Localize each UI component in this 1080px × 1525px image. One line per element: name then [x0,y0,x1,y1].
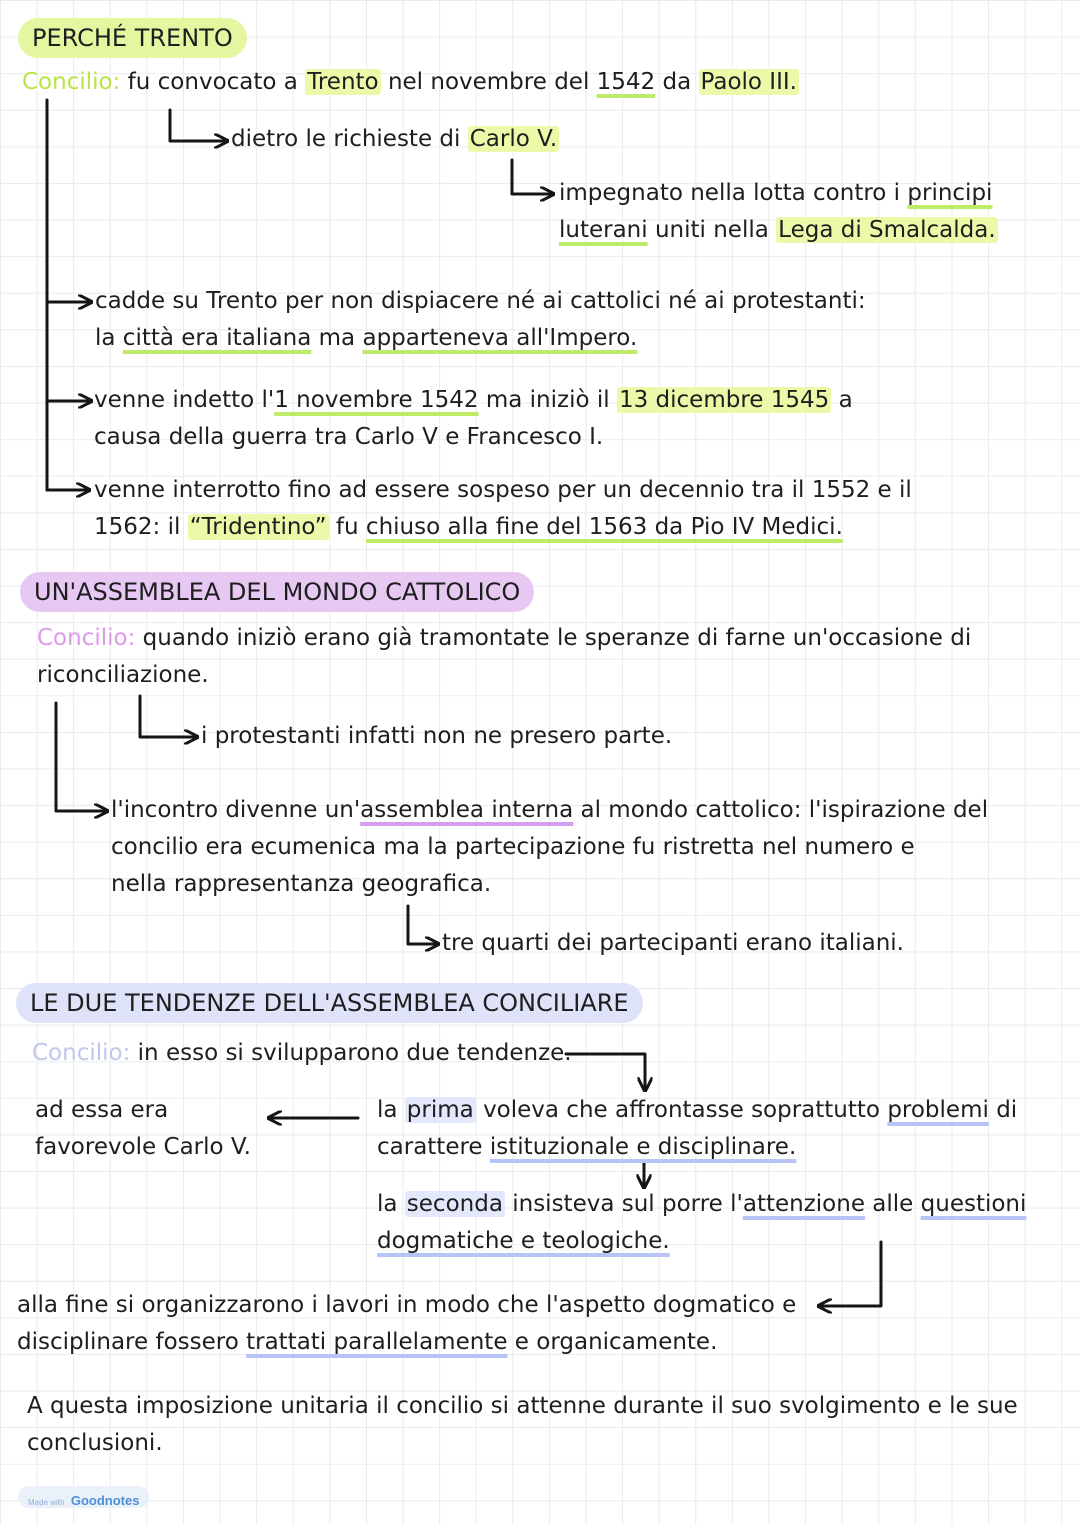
arrow-note [140,696,196,737]
protestants-note: i protestanti infatti non ne presero parte. [201,723,673,749]
branch-1-line-2: la città era italiana ma apparteneva all'Impero. [95,325,638,351]
outcome-line-1: alla fine si organizzarono i lavori in modo che l'aspetto dogmatico e [17,1292,797,1318]
branch-2-line-1: venne indetto l'1 novembre 1542 ma iniziò il 13 dicembre 1545 a [94,387,853,413]
arrow-to-end [820,1242,881,1306]
conclusion-line-2: conclusioni. [27,1430,163,1456]
outcome-line-2: disciplinare fossero trattati parallelamente e organicamente. [17,1329,718,1355]
goodnotes-badge [18,1486,149,1508]
section-heading-perche-trento: PERCHÉ TRENTO [18,18,247,58]
branch-3-line-1: venne interrotto fino ad essere sospeso per un decennio tra il 1552 e il [94,477,912,503]
charles-favour-line-1: ad essa era [35,1097,169,1123]
branch-2-line-2: causa della guerra tra Carlo V e Francesco I. [94,424,604,450]
arrow-sub [408,906,437,944]
charles-favour-line-2: favorevole Carlo V. [35,1134,251,1160]
arrow-assembly [56,703,106,811]
concilio-label-2: Concilio: [37,625,136,651]
concilio-label-3: Concilio: [32,1040,131,1066]
conclusion-line-1: A questa imposizione unitaria il concilio si attenne durante il suo svolgimento e le sue [27,1393,1018,1419]
assembly-line-1: l'incontro divenne un'assemblea interna al mondo cattolico: l'ispirazione del [111,797,989,823]
concilio-intro-line: Concilio: fu convocato a Trento nel novembre del 1542 da Paolo III. [22,69,797,95]
arrow-to-first [566,1054,645,1089]
second-tendency-line-1: la seconda insisteva sul porre l'attenzione alle questioni [377,1191,1027,1217]
section-heading-assemblea: UN'ASSEMBLEA DEL MONDO CATTOLICO [20,572,534,612]
concilio-label: Concilio: [22,69,121,95]
request-line: dietro le richieste di Carlo V. [231,126,558,152]
badge-brand: Goodnotes [70,1493,140,1508]
branch-3-line-2: 1562: il “Tridentino” fu chiuso alla fine del 1563 da Pio IV Medici. [94,514,843,540]
arrow-request [170,110,226,141]
struggle-line-2: luterani uniti nella Lega di Smalcalda. [559,217,996,243]
assembly-line-2: concilio era ecumenica ma la partecipazione fu ristretta nel numero e [111,834,915,860]
section-heading-tendenze: LE DUE TENDENZE DELL'ASSEMBLEA CONCILIARE [16,983,643,1023]
assembly-line-3: nella rappresentanza geografica. [111,871,492,897]
first-tendency-line-2: carattere istituzionale e disciplinare. [377,1134,797,1160]
second-tendency-line-2: dogmatiche e teologiche. [377,1228,670,1254]
participants-note: tre quarti dei partecipanti erano italiani. [442,930,904,956]
first-tendency-line-1: la prima voleva che affrontasse soprattutto problemi di [377,1097,1018,1123]
struggle-line-1: impegnato nella lotta contro i principi [559,180,993,206]
branch-1-line-1: cadde su Trento per non dispiacere né ai cattolici né ai protestanti: [95,288,866,314]
badge-made-with: Made with [28,1498,65,1507]
arrow-struggle [512,160,552,194]
section2-intro-line-1: Concilio: quando iniziò erano già tramontate le speranze di farne un'occasione di [37,625,972,651]
section3-intro-line: Concilio: in esso si svilupparono due tendenze. [32,1040,572,1066]
section2-intro-line-2: riconciliazione. [37,662,209,688]
